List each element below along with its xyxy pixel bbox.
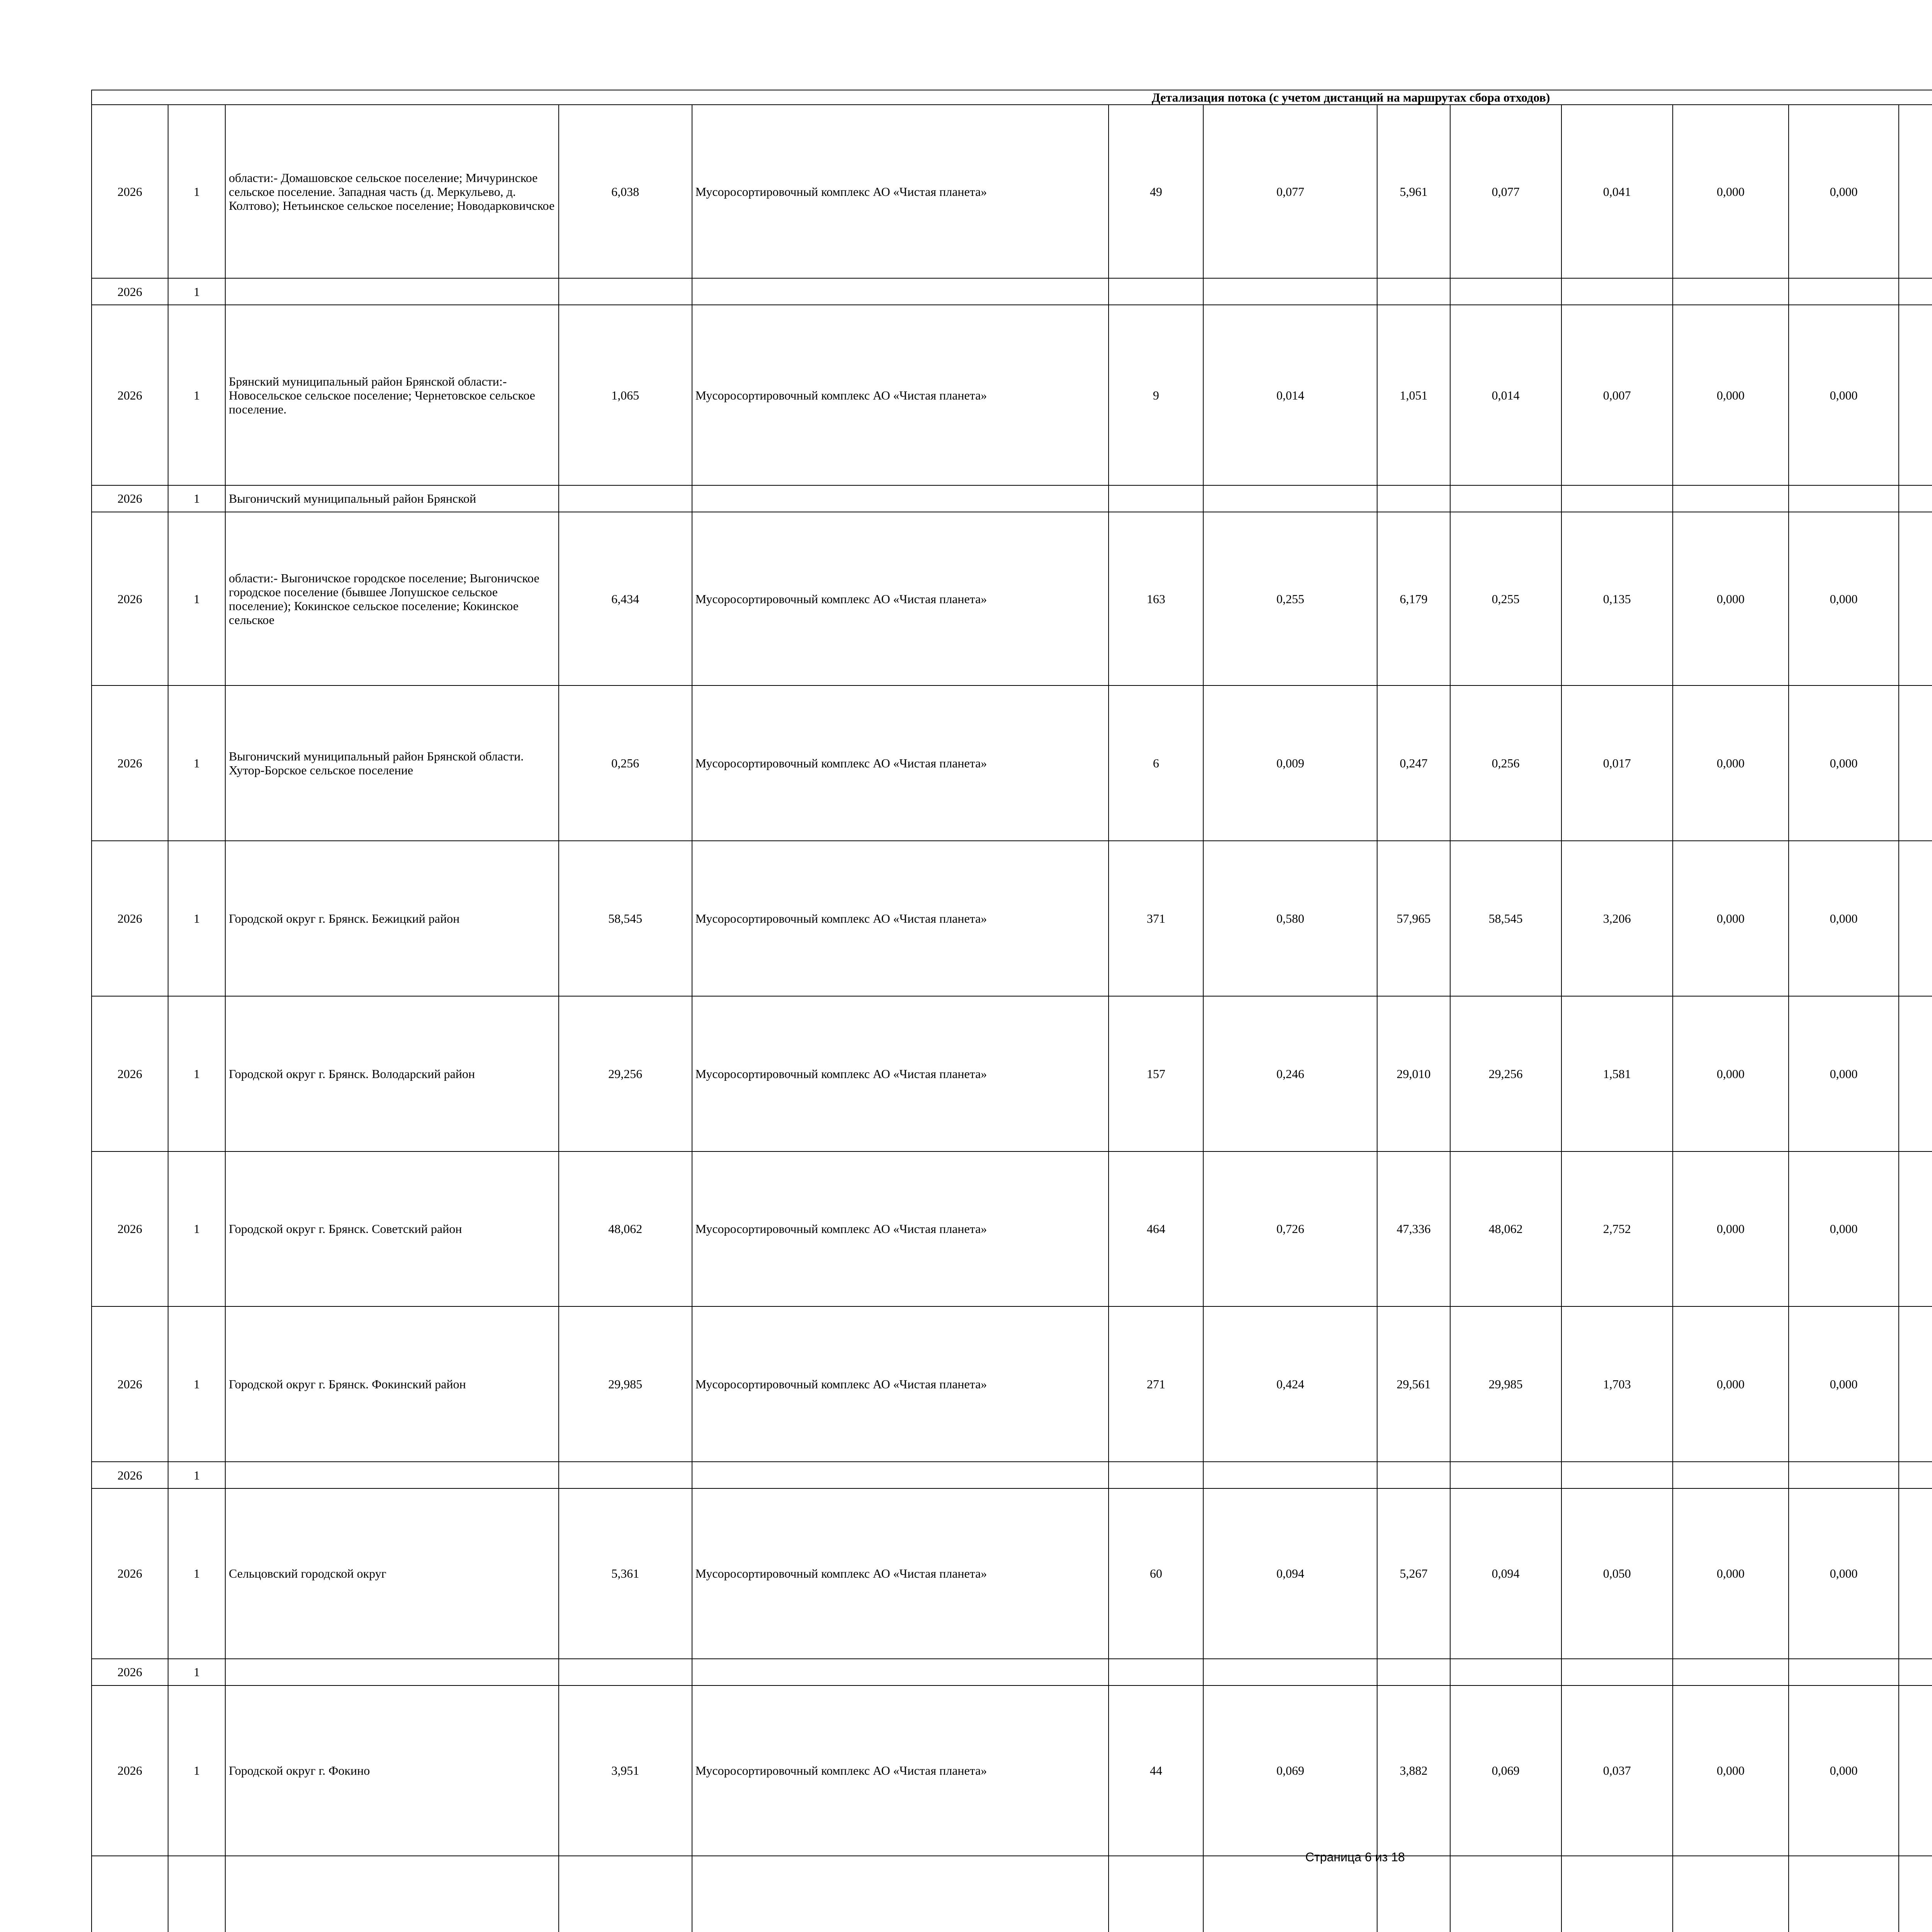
value-cell: 0,000 <box>1789 841 1899 996</box>
mass-cell <box>559 1462 692 1488</box>
value-cell: 29,561 <box>1377 1306 1450 1462</box>
area-cell: Городской округ г. Брянск. Бежицкий район <box>225 841 558 996</box>
facility-cell <box>692 1462 1109 1488</box>
value-cell: 29,256 <box>1450 996 1561 1151</box>
facility-cell: Мусоросортировочный комплекс АО «Чистая планета» <box>692 1488 1109 1659</box>
facility-cell <box>692 278 1109 305</box>
value-cell: 5,267 <box>1377 1488 1450 1659</box>
area-cell: области:- Домашовское сельское поселение; Мичуринское сельское поселение. Западная часть (д. Меркульево, д. Колтово); Нетьинское сельское поселение; Новодарковичское <box>225 105 558 278</box>
value-cell <box>1673 485 1789 512</box>
mass-cell <box>559 485 692 512</box>
value-cell: 0,135 <box>1561 512 1673 685</box>
value-cell <box>1899 1659 1932 1685</box>
trips-cell <box>1109 1856 1203 1932</box>
num-cell: 1 <box>168 278 225 305</box>
facility-cell: Мусоросортировочный комплекс АО «Чистая планета» <box>692 105 1109 278</box>
trips-cell <box>1109 278 1203 305</box>
mass-cell: 48,062 <box>559 1151 692 1307</box>
facility-cell: Мусоросортировочный комплекс АО «Чистая планета» <box>692 996 1109 1151</box>
area-cell: Городской округ г. Брянск. Фокинский район <box>225 1306 558 1462</box>
value-cell <box>1899 485 1932 512</box>
area-cell: области:- Выгоничское городское поселение; Выгоничское городское поселение (бывшее Лопушское сельское поселение); Кокинское сельское поселение; Кокинское сельское <box>225 512 558 685</box>
year-cell: 2026 <box>92 1685 168 1856</box>
value-cell: 0,000 <box>1673 841 1789 996</box>
value-cell: 5,961 <box>1377 105 1450 278</box>
year-cell: 2026 <box>92 996 168 1151</box>
value-cell: 0,000 <box>1673 1151 1789 1307</box>
value-cell <box>1203 1462 1377 1488</box>
value-cell <box>1789 485 1899 512</box>
num-cell: 1 <box>168 1685 225 1856</box>
year-cell: 2026 <box>92 512 168 685</box>
value-cell: 0,050 <box>1561 1488 1673 1659</box>
table-row <box>92 685 1932 841</box>
year-cell: 2026 <box>92 278 168 305</box>
num-cell: 1 <box>168 1151 225 1307</box>
value-cell: 0,246 <box>1203 996 1377 1151</box>
mass-cell: 29,256 <box>559 996 692 1151</box>
value-cell: 0,000 <box>1789 105 1899 278</box>
mass-cell: 58,545 <box>559 841 692 996</box>
value-cell: 1,581 <box>1561 996 1673 1151</box>
value-cell: 29,985 <box>1450 1306 1561 1462</box>
value-cell: 0,017 <box>1561 685 1673 841</box>
value-cell <box>1203 1659 1377 1685</box>
area-cell: Городской округ г. Фокино <box>225 1685 558 1856</box>
trips-cell <box>1109 1659 1203 1685</box>
value-cell <box>1377 1659 1450 1685</box>
year-cell: 2026 <box>92 1462 168 1488</box>
year-cell: 2026 <box>92 1659 168 1685</box>
table-row <box>92 1856 1932 1932</box>
value-cell: 0,726 <box>1203 1151 1377 1307</box>
trips-cell: 60 <box>1109 1488 1203 1659</box>
year-cell: 2026 <box>92 841 168 996</box>
value-cell <box>1561 485 1673 512</box>
value-cell: 0,000 <box>1789 512 1899 685</box>
value-cell <box>1899 105 1932 278</box>
area-cell <box>225 278 558 305</box>
value-cell <box>1673 1659 1789 1685</box>
value-cell <box>1899 1306 1932 1462</box>
facility-cell <box>692 1856 1109 1932</box>
area-cell <box>225 1659 558 1685</box>
value-cell: 3,206 <box>1561 841 1673 996</box>
facility-cell <box>692 1659 1109 1685</box>
mass-cell <box>559 278 692 305</box>
facility-cell: Мусоросортировочный комплекс АО «Чистая планета» <box>692 1685 1109 1856</box>
value-cell <box>1377 485 1450 512</box>
value-cell <box>1450 1462 1561 1488</box>
value-cell <box>1789 1856 1899 1932</box>
area-cell: Брянский муниципальный район Брянской области:- Новосельское сельское поселение; Чернетовское сельское поселение. <box>225 305 558 485</box>
num-cell: 1 <box>168 1659 225 1685</box>
value-cell <box>1561 278 1673 305</box>
area-cell: Выгоничский муниципальный район Брянской области. Хутор-Борское сельское поселение <box>225 685 558 841</box>
value-cell: 0,000 <box>1673 996 1789 1151</box>
year-cell: 2026 <box>92 305 168 485</box>
value-cell: 0,069 <box>1450 1685 1561 1856</box>
value-cell: 0,255 <box>1203 512 1377 685</box>
value-cell <box>1673 278 1789 305</box>
value-cell: 0,000 <box>1673 105 1789 278</box>
mass-cell: 6,038 <box>559 105 692 278</box>
table-row <box>92 512 1932 685</box>
mass-cell: 6,434 <box>559 512 692 685</box>
value-cell: 0,256 <box>1450 685 1561 841</box>
value-cell: 0,000 <box>1673 305 1789 485</box>
value-cell <box>1899 685 1932 841</box>
value-cell: 0,000 <box>1789 996 1899 1151</box>
year-cell: 2026 <box>92 485 168 512</box>
value-cell: 0,077 <box>1450 105 1561 278</box>
table-row <box>92 1685 1932 1856</box>
value-cell <box>1899 1856 1932 1932</box>
value-cell <box>1673 1856 1789 1932</box>
mass-cell: 5,361 <box>559 1488 692 1659</box>
value-cell: 0,000 <box>1789 1151 1899 1307</box>
trips-cell: 271 <box>1109 1306 1203 1462</box>
value-cell: 0,000 <box>1789 1488 1899 1659</box>
value-cell: 0,000 <box>1789 685 1899 841</box>
value-cell <box>1789 1659 1899 1685</box>
facility-cell <box>692 485 1109 512</box>
num-cell: 1 <box>168 685 225 841</box>
trips-cell: 464 <box>1109 1151 1203 1307</box>
value-cell: 0,014 <box>1450 305 1561 485</box>
table-row <box>92 1151 1932 1307</box>
mass-cell: 0,256 <box>559 685 692 841</box>
value-cell: 1,051 <box>1377 305 1450 485</box>
value-cell <box>1377 1856 1450 1932</box>
value-cell <box>1899 278 1932 305</box>
value-cell: 0,247 <box>1377 685 1450 841</box>
trips-cell: 157 <box>1109 996 1203 1151</box>
value-cell: 0,000 <box>1789 305 1899 485</box>
page-footer: Страница 6 из 18 <box>1305 1850 1405 1864</box>
value-cell <box>1789 1462 1899 1488</box>
facility-cell: Мусоросортировочный комплекс АО «Чистая планета» <box>692 685 1109 841</box>
value-cell: 0,077 <box>1203 105 1377 278</box>
value-cell <box>1203 278 1377 305</box>
num-cell: 1 <box>168 841 225 996</box>
value-cell: 0,000 <box>1673 1306 1789 1462</box>
value-cell: 0,000 <box>1673 512 1789 685</box>
value-cell <box>1899 841 1932 996</box>
value-cell: 58,545 <box>1450 841 1561 996</box>
value-cell <box>1899 512 1932 685</box>
value-cell: 0,037 <box>1561 1685 1673 1856</box>
trips-cell: 49 <box>1109 105 1203 278</box>
value-cell <box>1561 1462 1673 1488</box>
trips-cell <box>1109 485 1203 512</box>
facility-cell: Мусоросортировочный комплекс АО «Чистая планета» <box>692 1151 1109 1307</box>
area-cell <box>225 1856 558 1932</box>
year-cell: 2026 <box>92 1306 168 1462</box>
value-cell: 0,007 <box>1561 305 1673 485</box>
value-cell <box>1899 1462 1932 1488</box>
mass-cell <box>559 1856 692 1932</box>
year-cell <box>92 1856 168 1932</box>
num-cell: 1 <box>168 305 225 485</box>
table-row <box>92 278 1932 305</box>
value-cell <box>1899 305 1932 485</box>
trips-cell: 44 <box>1109 1685 1203 1856</box>
facility-cell: Мусоросортировочный комплекс АО «Чистая планета» <box>692 512 1109 685</box>
value-cell: 0,000 <box>1673 685 1789 841</box>
year-cell: 2026 <box>92 1151 168 1307</box>
trips-cell <box>1109 1462 1203 1488</box>
num-cell: 1 <box>168 996 225 1151</box>
value-cell <box>1899 1488 1932 1659</box>
table-row <box>92 1306 1932 1462</box>
mass-cell: 3,951 <box>559 1685 692 1856</box>
value-cell <box>1450 485 1561 512</box>
mass-cell: 1,065 <box>559 305 692 485</box>
value-cell: 0,255 <box>1450 512 1561 685</box>
table-header-row <box>92 90 1932 105</box>
value-cell: 0,041 <box>1561 105 1673 278</box>
value-cell <box>1450 278 1561 305</box>
value-cell <box>1203 485 1377 512</box>
value-cell <box>1377 1462 1450 1488</box>
value-cell: 47,336 <box>1377 1151 1450 1307</box>
value-cell <box>1561 1856 1673 1932</box>
value-cell <box>1561 1659 1673 1685</box>
year-cell: 2026 <box>92 105 168 278</box>
num-cell: 1 <box>168 1462 225 1488</box>
value-cell <box>1673 1462 1789 1488</box>
facility-cell: Мусоросортировочный комплекс АО «Чистая планета» <box>692 1306 1109 1462</box>
num-cell: 1 <box>168 1488 225 1659</box>
facility-cell: Мусоросортировочный комплекс АО «Чистая планета» <box>692 305 1109 485</box>
value-cell <box>1203 1856 1377 1932</box>
value-cell: 0,094 <box>1203 1488 1377 1659</box>
table-row <box>92 105 1932 278</box>
value-cell: 2,752 <box>1561 1151 1673 1307</box>
area-cell: Городской округ г. Брянск. Володарский район <box>225 996 558 1151</box>
area-cell <box>225 1462 558 1488</box>
num-cell: 1 <box>168 485 225 512</box>
value-cell: 0,014 <box>1203 305 1377 485</box>
value-cell: 0,580 <box>1203 841 1377 996</box>
table-row <box>92 1488 1932 1659</box>
mass-cell: 29,985 <box>559 1306 692 1462</box>
flow-detail-table <box>91 90 1932 1932</box>
value-cell: 57,965 <box>1377 841 1450 996</box>
value-cell <box>1899 1151 1932 1307</box>
table-row <box>92 841 1932 996</box>
value-cell <box>1450 1856 1561 1932</box>
trips-cell: 163 <box>1109 512 1203 685</box>
trips-cell: 9 <box>1109 305 1203 485</box>
num-cell: 1 <box>168 512 225 685</box>
value-cell: 1,703 <box>1561 1306 1673 1462</box>
value-cell: 0,069 <box>1203 1685 1377 1856</box>
value-cell: 0,009 <box>1203 685 1377 841</box>
table-row <box>92 485 1932 512</box>
facility-cell: Мусоросортировочный комплекс АО «Чистая планета» <box>692 841 1109 996</box>
area-cell: Сельцовский городской округ <box>225 1488 558 1659</box>
table-row <box>92 1659 1932 1685</box>
value-cell <box>1789 278 1899 305</box>
trips-cell: 371 <box>1109 841 1203 996</box>
area-cell: Городской округ г. Брянск. Советский район <box>225 1151 558 1307</box>
table-row <box>92 305 1932 485</box>
value-cell: 0,094 <box>1450 1488 1561 1659</box>
value-cell: 0,000 <box>1789 1306 1899 1462</box>
table-row <box>92 1462 1932 1488</box>
value-cell: 0,000 <box>1789 1685 1899 1856</box>
value-cell <box>1450 1659 1561 1685</box>
num-cell: 1 <box>168 1306 225 1462</box>
mass-cell <box>559 1659 692 1685</box>
num-cell <box>168 1856 225 1932</box>
table-title: Детализация потока (с учетом дистанций на маршрутах сбора отходов) <box>92 90 1932 105</box>
value-cell <box>1377 278 1450 305</box>
trips-cell: 6 <box>1109 685 1203 841</box>
table-row <box>92 996 1932 1151</box>
area-cell: Выгоничский муниципальный район Брянской <box>225 485 558 512</box>
value-cell: 0,000 <box>1673 1488 1789 1659</box>
year-cell: 2026 <box>92 685 168 841</box>
value-cell <box>1899 1685 1932 1856</box>
value-cell: 29,010 <box>1377 996 1450 1151</box>
year-cell: 2026 <box>92 1488 168 1659</box>
value-cell: 3,882 <box>1377 1685 1450 1856</box>
value-cell: 0,424 <box>1203 1306 1377 1462</box>
value-cell: 48,062 <box>1450 1151 1561 1307</box>
value-cell: 0,000 <box>1673 1685 1789 1856</box>
value-cell <box>1899 996 1932 1151</box>
value-cell: 6,179 <box>1377 512 1450 685</box>
num-cell: 1 <box>168 105 225 278</box>
